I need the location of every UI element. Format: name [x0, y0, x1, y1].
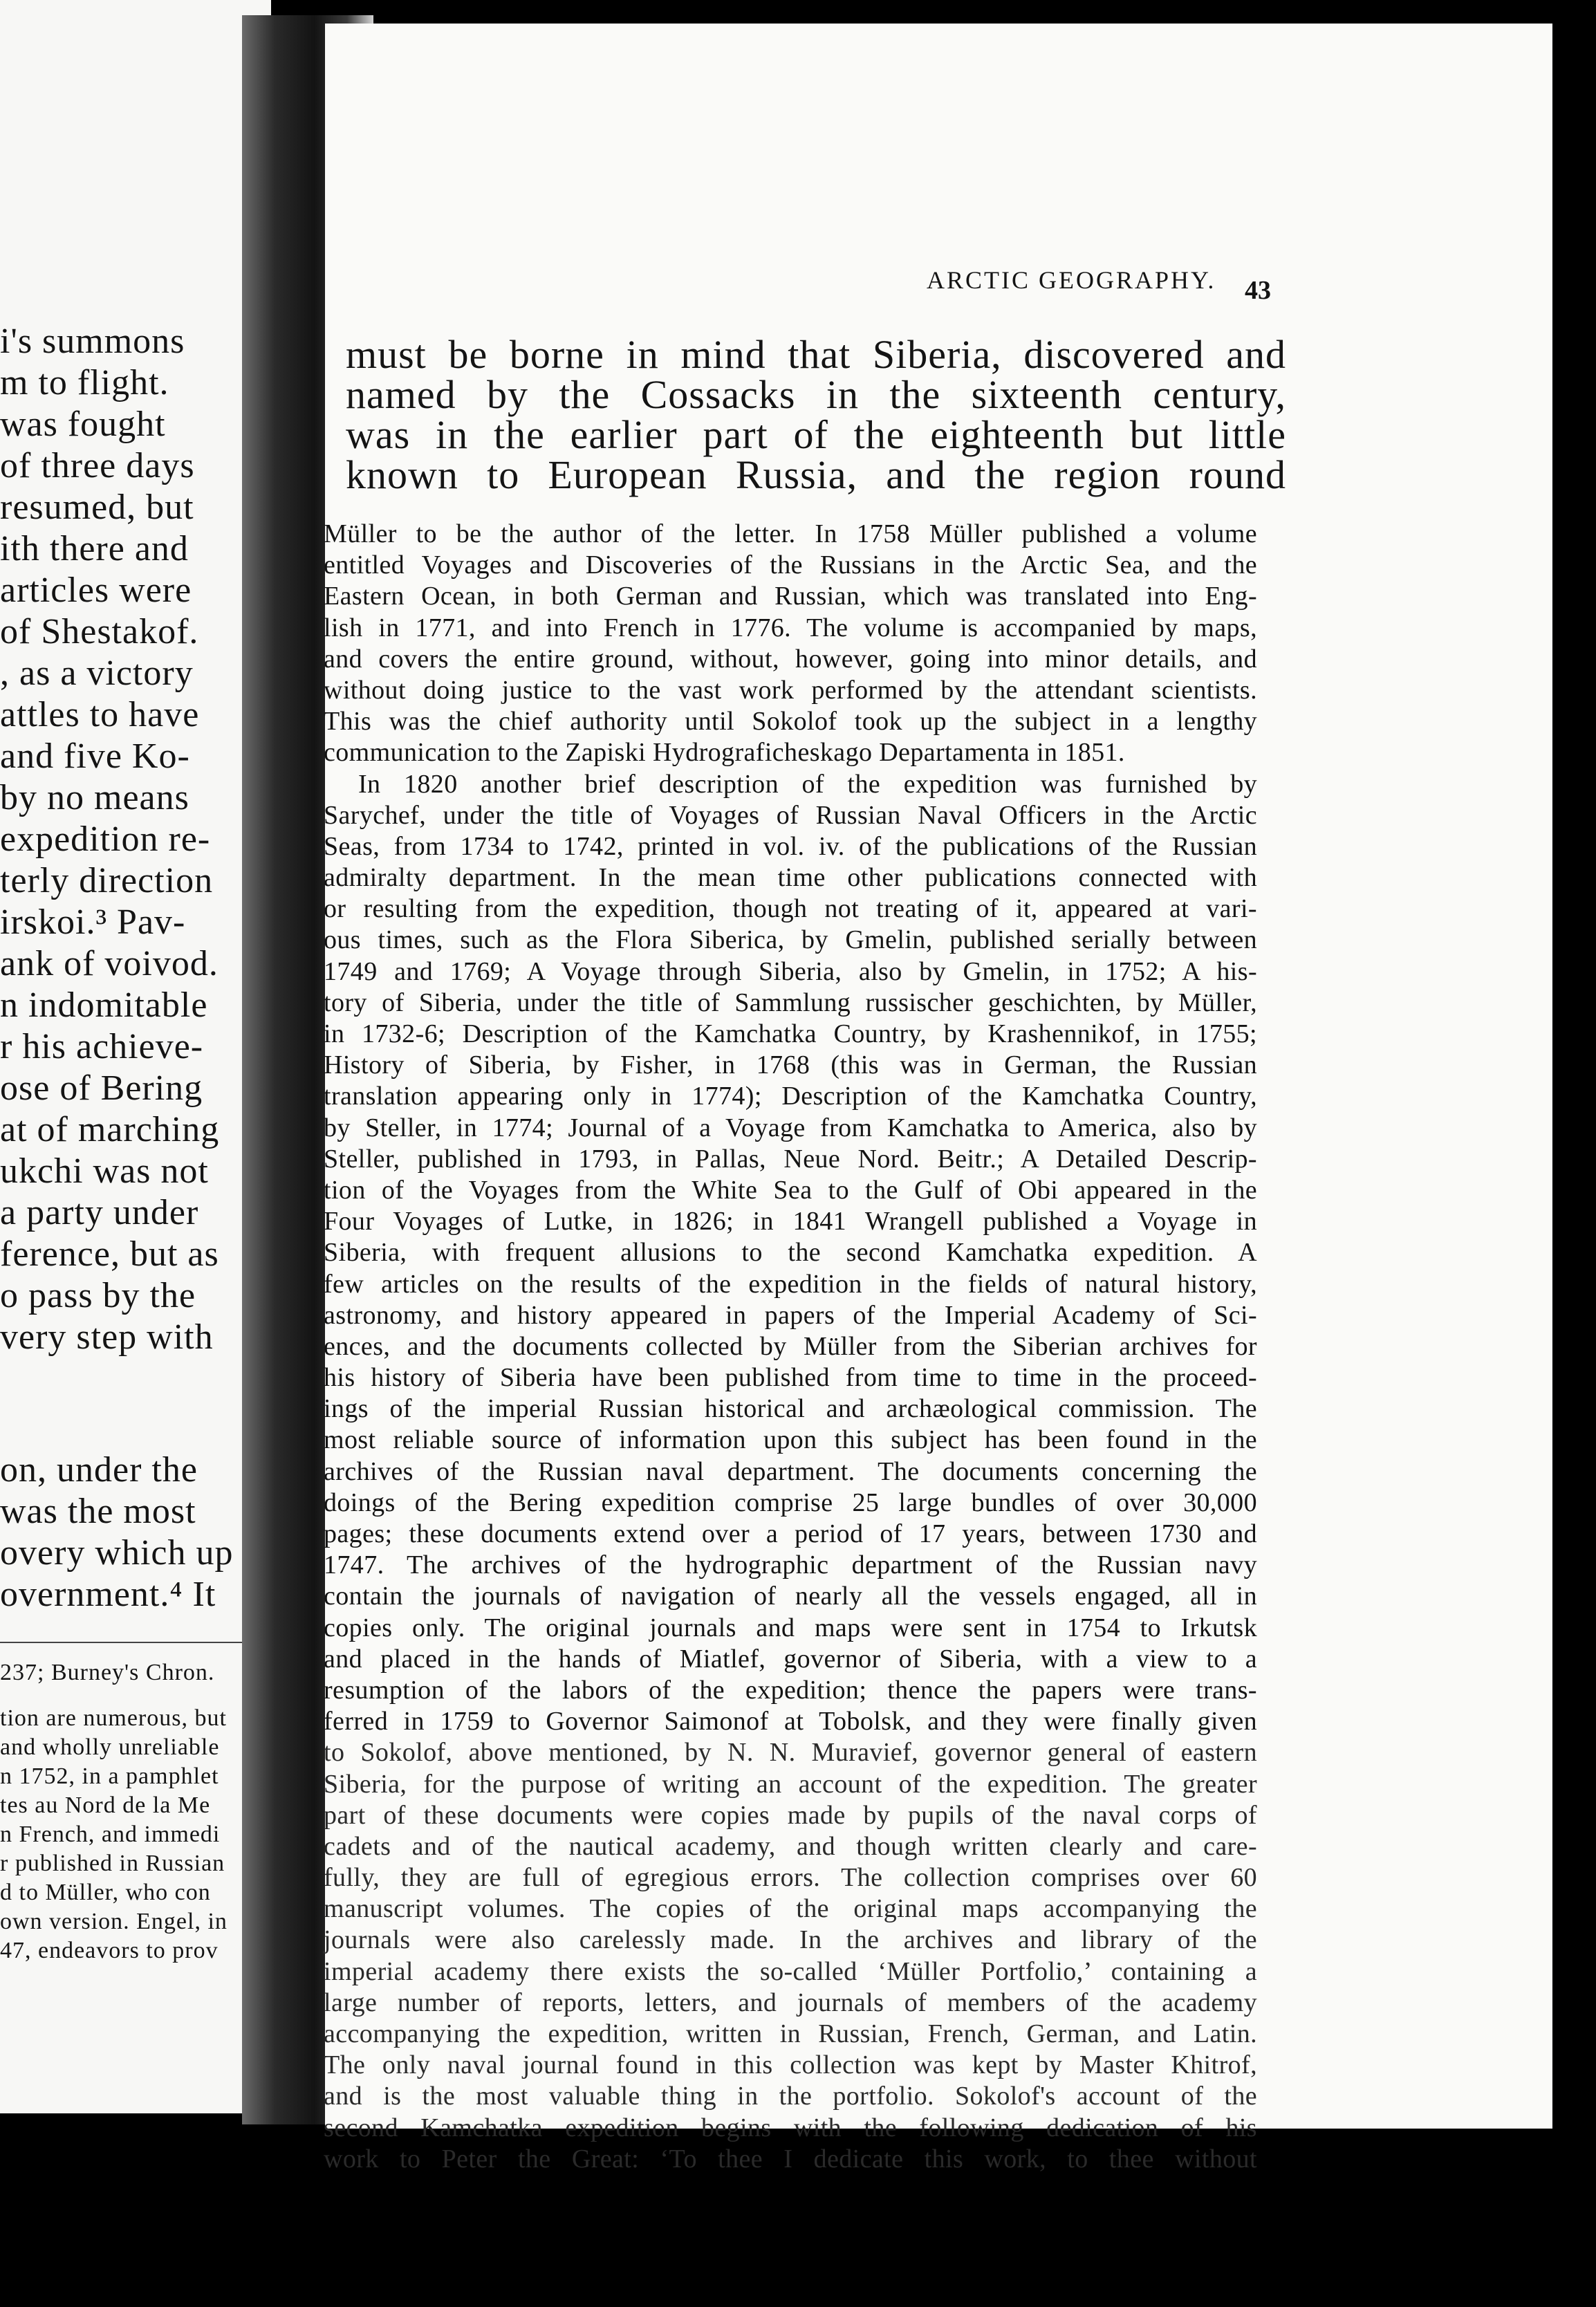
footnote-line: to Sokolof, above mentioned, by N. N. Muravief, governor general of eastern — [324, 1738, 1257, 1768]
left-text-line: by no means — [0, 778, 189, 817]
left-text-line: ose of Bering — [0, 1068, 203, 1108]
left-text-line: resumed, but — [0, 488, 194, 527]
left-footnote-line: r published in Russian — [0, 1851, 225, 1876]
left-text-line: a party under — [0, 1193, 199, 1232]
footnote-line: ences, and the documents collected by Müller from the Siberian archives for — [324, 1331, 1257, 1361]
footnote-line: archives of the Russian naval department. The documents concerning the — [324, 1456, 1257, 1486]
footnote-line: astronomy, and history appeared in papers of the Imperial Academy of Sci- — [324, 1300, 1257, 1330]
footnote-line: communication to the Zapiski Hydrograficheskago Departamenta in 1851. — [324, 738, 1125, 768]
left-text-line: very step with — [0, 1317, 214, 1357]
left-text-line: , as a victory — [0, 654, 194, 693]
left-footnote-line: 47, endeavors to prov — [0, 1938, 219, 1963]
footnote-line: few articles on the results of the expedition in the fields of natural history, — [324, 1269, 1257, 1299]
footnote-line: work to Peter the Great: ‘To thee I dedicate this work, to thee without — [324, 2144, 1257, 2174]
left-footnote-line: tes au Nord de la Me — [0, 1792, 211, 1818]
footnote-line: and is the most valuable thing in the portfolio. Sokolof's account of the — [324, 2082, 1257, 2111]
footnote-line: Siberia, with frequent allusions to the second Kamchatka expedition. A — [324, 1238, 1257, 1268]
footnote-line: admiralty department. In the mean time other publications connected with — [324, 863, 1257, 893]
left-text-line: ith there and — [0, 529, 189, 568]
footnote-line: doings of the Bering expedition comprise 25 large bundles of over 30,000 — [324, 1488, 1257, 1517]
footnote-line: In 1820 another brief description of the expedition was furnished by — [358, 769, 1257, 799]
left-text-line: attles to have — [0, 695, 200, 734]
footnote-line: History of Siberia, by Fisher, in 1768 (this was in German, the Russian — [324, 1050, 1257, 1080]
left-text-line: o pass by the — [0, 1276, 196, 1315]
footnote-line: Siberia, for the purpose of writing an account of the expedition. The greater — [324, 1769, 1257, 1799]
body-text-line: named by the Cossacks in the sixteenth century, — [346, 372, 1286, 417]
footnote-line: part of these documents were copies made by pupils of the naval corps of — [324, 1800, 1257, 1830]
footnote-line: and placed in the hands of Miatlef, governor of Siberia, with a view to a — [324, 1644, 1257, 1674]
footnote-line: in 1732-6; Description of the Kamchatka Country, by Krashennikof, in 1755; — [324, 1019, 1257, 1048]
right-page — [324, 24, 1552, 2174]
footnote-line: Seas, from 1734 to 1742, printed in vol. iv. of the publications of the Russian — [324, 831, 1257, 861]
body-text-line: must be borne in mind that Siberia, discovered and — [346, 332, 1286, 377]
left-text-line: and five Ko- — [0, 736, 190, 776]
left-text-line: overnment.⁴ It — [0, 1575, 216, 1614]
left-text-line: overy which up — [0, 1533, 234, 1573]
footnote-line: 1749 and 1769; A Voyage through Siberia, also by Gmelin, in 1752; A his- — [324, 956, 1257, 986]
running-head: ARCTIC GEOGRAPHY. — [927, 266, 1216, 294]
left-text-line: was the most — [0, 1492, 196, 1531]
footnote-line: contain the journals of navigation of nearly all the vessels engaged, all in — [324, 1582, 1257, 1611]
footnote-line: copies only. The original journals and maps were sent in 1754 to Irkutsk — [324, 1613, 1257, 1642]
footnote-rule — [0, 1642, 256, 1643]
footnote-line: by Steller, in 1774; Journal of a Voyage from Kamchatka to America, also by — [324, 1113, 1257, 1142]
footnote-line: entitled Voyages and Discoveries of the Russians in the Arctic Sea, and the — [324, 550, 1257, 580]
left-text-line: ank of voivod. — [0, 944, 219, 983]
footnote-line: ous times, such as the Flora Siberica, by Gmelin, published serially between — [324, 925, 1257, 955]
left-footnote-line: own version. Engel, in — [0, 1909, 228, 1934]
left-page — [0, 0, 271, 2113]
main-text-block — [346, 332, 1286, 497]
footnote-line: This was the chief authority until Sokolof took up the subject in a lengthy — [324, 707, 1257, 736]
footnote-line: most reliable source of information upon this subject has been found in the — [324, 1425, 1257, 1455]
footnote-line: Müller to be the author of the letter. In 1758 Müller published a volume — [324, 519, 1257, 548]
footnote-line: lish in 1771, and into French in 1776. The volume is accompanied by maps, — [324, 613, 1257, 642]
left-footnote-line: and wholly unreliable — [0, 1734, 220, 1760]
body-text-line: was in the earlier part of the eighteenth but little — [346, 412, 1286, 457]
footnote-line: second Kamchatka expedition begins with the following dedication of his — [324, 2113, 1257, 2142]
left-footnote-line: d to Müller, who con — [0, 1880, 211, 1905]
left-text-line: of three days — [0, 446, 195, 485]
footnote-line: translation appearing only in 1774); Description of the Kamchatka Country, — [324, 1082, 1257, 1111]
left-footnote-line: n 1752, in a pamphlet — [0, 1763, 219, 1789]
footnote-line: manuscript volumes. The copies of the original maps accompanying the — [324, 1894, 1257, 1924]
footnote-line: ings of the imperial Russian historical and archæological commission. The — [324, 1394, 1257, 1424]
left-text-line: articles were — [0, 571, 192, 610]
footnote-line: pages; these documents extend over a period of 17 years, between 1730 and — [324, 1519, 1257, 1548]
left-footnote-line: tion are numerous, but — [0, 1705, 227, 1731]
left-footnote-line: n French, and immedi — [0, 1822, 221, 1847]
left-footnote-line: 237; Burney's Chron. — [0, 1660, 215, 1685]
left-text-line: n indomitable — [0, 985, 208, 1025]
left-text-line: was fought — [0, 405, 166, 444]
left-text-line: ukchi was not — [0, 1151, 209, 1191]
footnote-line: Steller, published in 1793, in Pallas, Neue Nord. Beitr.; A Detailed Descrip- — [324, 1144, 1257, 1174]
footnote-line: his history of Siberia have been published from time to time in the proceed- — [324, 1363, 1257, 1393]
left-text-line: ference, but as — [0, 1234, 219, 1274]
footnote-line: large number of reports, letters, and journals of members of the academy — [324, 1988, 1257, 2017]
page-number: 43 — [1245, 276, 1271, 305]
footnote-line: Sarychef, under the title of Voyages of Russian Naval Officers in the Arctic — [324, 800, 1257, 830]
footnote-line: ferred in 1759 to Governor Saimonof at Tobolsk, and they were finally given — [324, 1707, 1257, 1736]
footnote-line: or resulting from the expedition, though not treating of it, appeared at vari- — [324, 894, 1257, 924]
body-text-line: known to European Russia, and the region round — [346, 452, 1286, 497]
footnote-line: without doing justice to the vast work performed by the attendant scientists. — [324, 675, 1257, 705]
footnote-line: accompanying the expedition, written in Russian, French, German, and Latin. — [324, 2019, 1257, 2048]
footnote-line: Eastern Ocean, in both German and Russian, which was translated into Eng- — [324, 582, 1257, 611]
footnote-block — [324, 519, 1257, 2175]
left-text-line: on, under the — [0, 1450, 198, 1490]
footnote-line: Four Voyages of Lutke, in 1826; in 1841 Wrangell published a Voyage in — [324, 1207, 1257, 1236]
footnote-line: tion of the Voyages from the White Sea to the Gulf of Obi appeared in the — [324, 1175, 1257, 1205]
footnote-line: 1747. The archives of the hydrographic department of the Russian navy — [324, 1550, 1257, 1580]
left-text-line: i's summons — [0, 322, 185, 361]
footnote-line: journals were also carelessly made. In the archives and library of the — [324, 1925, 1257, 1955]
left-text-line: terly direction — [0, 861, 214, 900]
footnote-line: resumption of the labors of the expedition; thence the papers were trans- — [324, 1675, 1257, 1705]
footnote-line: imperial academy there exists the so-called ‘Müller Portfolio,’ containing a — [324, 1956, 1257, 1986]
left-text-line: of Shestakof. — [0, 612, 199, 651]
left-text-line: irskoi.³ Pav- — [0, 902, 186, 942]
footnote-line: cadets and of the nautical academy, and though written clearly and care- — [324, 1831, 1257, 1861]
left-text-line: at of marching — [0, 1110, 220, 1149]
footnote-line: tory of Siberia, under the title of Sammlung russischer geschichten, by Müller, — [324, 988, 1257, 1017]
left-text-line: m to flight. — [0, 363, 169, 402]
footnote-line: fully, they are full of egregious errors. The collection comprises over 60 — [324, 1863, 1257, 1893]
footnote-line: and covers the entire ground, without, however, going into minor details, and — [324, 644, 1257, 674]
left-text-line: expedition re- — [0, 819, 211, 859]
footnote-line: The only naval journal found in this collection was kept by Master Khitrof, — [324, 2050, 1257, 2080]
left-text-line: r his achieve- — [0, 1027, 204, 1066]
